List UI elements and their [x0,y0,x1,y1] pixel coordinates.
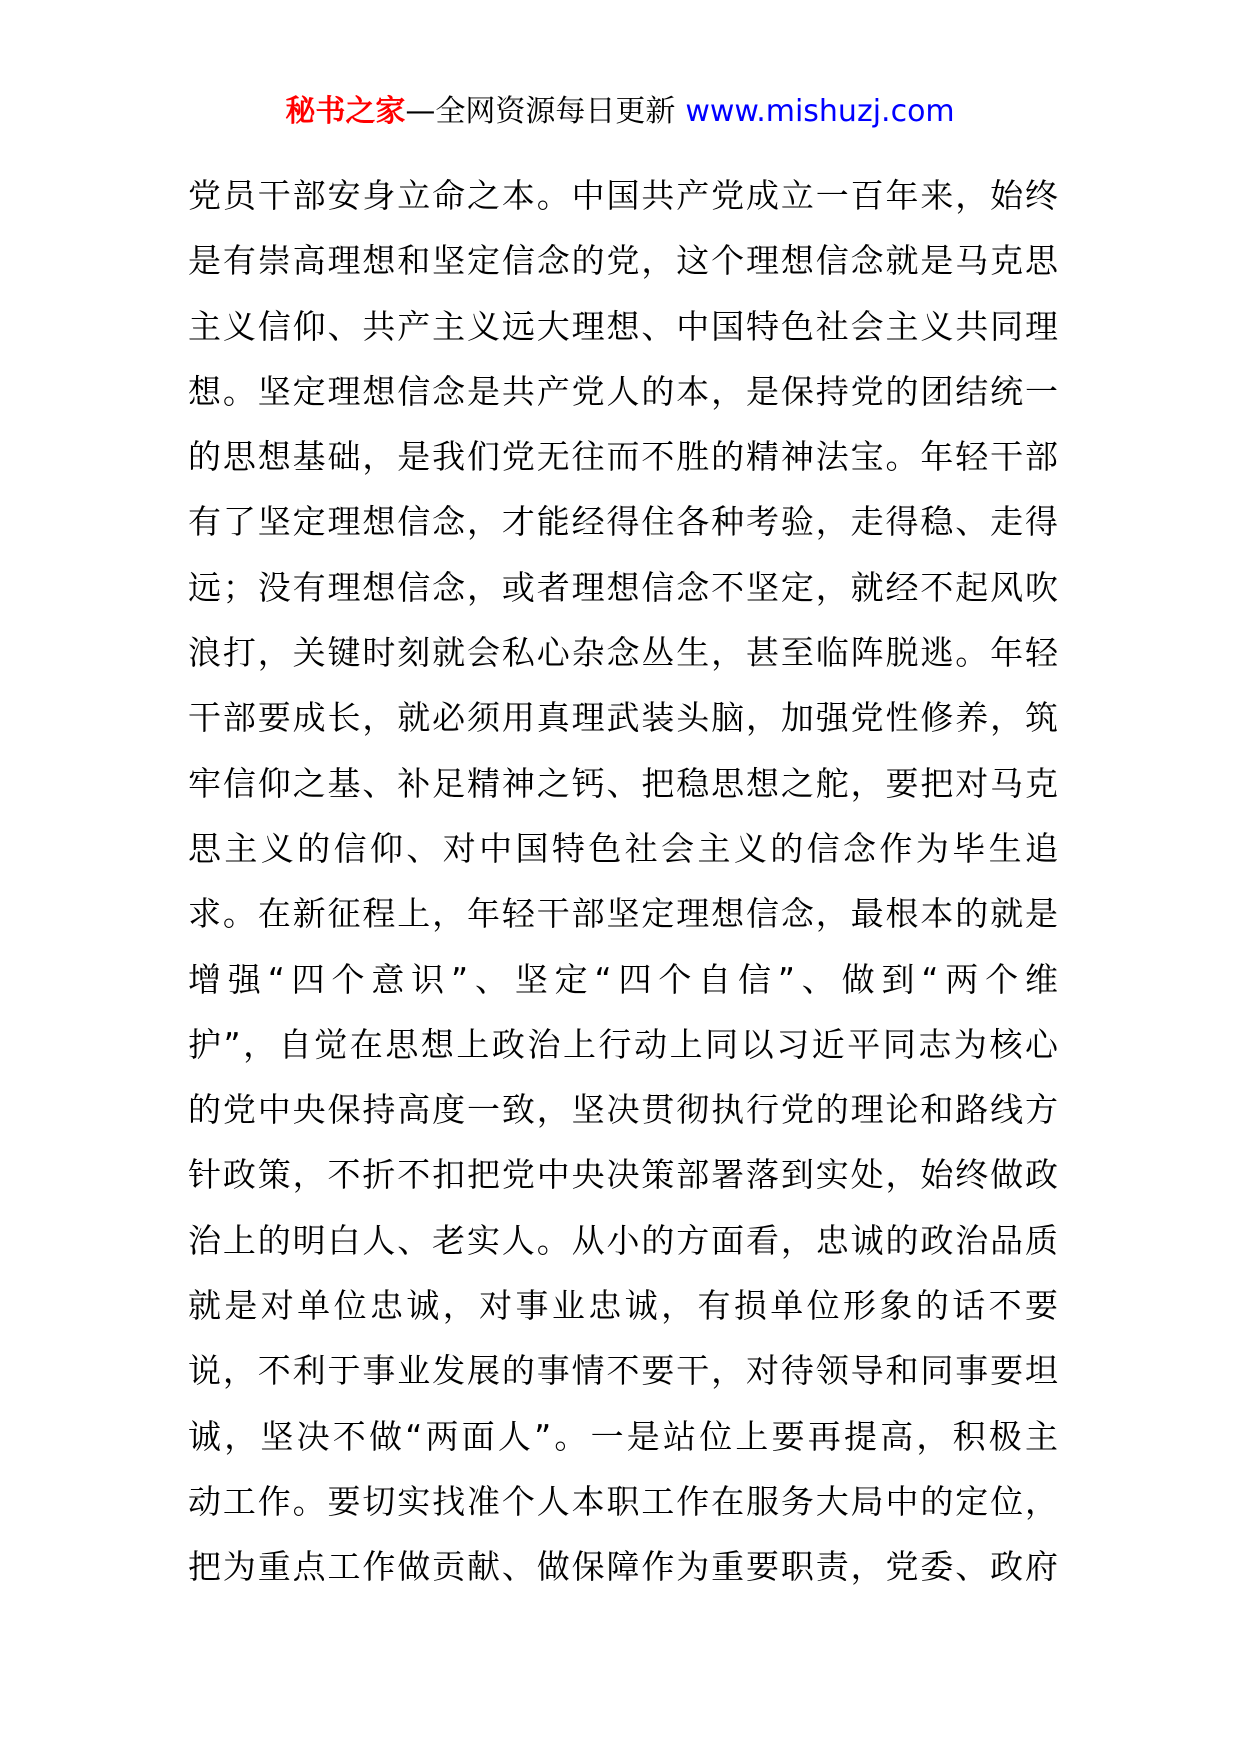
header-tagline: —全网资源每日更新 [405,94,676,129]
body-line: 主义信仰、共产主义远大理想、中国特色社会主义共同理 [188,306,1058,346]
body-line: 浪打，关键时刻就会私心杂念丛生，甚至临阵脱逃。年轻 [188,633,1058,673]
body-line: 想。坚定理想信念是共产党人的本，是保持党的团结统一 [188,371,1058,411]
document-body [188,163,1058,1600]
body-line: 说，不利于事业发展的事情不要干，对待领导和同事要坦 [188,1351,1058,1391]
site-url-link[interactable]: www.mishuzj.com [685,94,955,129]
body-line: 牢信仰之基、补足精神之钙、把稳思想之舵，要把对马克 [188,763,1058,803]
body-line: 护”，自觉在思想上政治上行动上同以习近平同志为核心 [188,1024,1058,1064]
body-line: 有了坚定理想信念，才能经得住各种考验，走得稳、走得 [188,502,1058,542]
body-line: 求。在新征程上，年轻干部坚定理想信念，最根本的就是 [188,894,1058,934]
body-line: 治上的明白人、老实人。从小的方面看，忠诚的政治品质 [188,1220,1058,1260]
body-line: 的党中央保持高度一致，坚决贯彻执行党的理论和路线方 [188,1090,1058,1130]
body-line: 诚，坚决不做“两面人”。一是站位上要再提高，积极主 [188,1416,1058,1456]
brand-name: 秘书之家 [285,94,406,129]
body-line: 是有崇高理想和坚定信念的党，这个理想信念就是马克思 [188,241,1058,281]
body-line: 干部要成长，就必须用真理武装头脑，加强党性修养，筑 [188,698,1058,738]
body-line: 的思想基础，是我们党无往而不胜的精神法宝。年轻干部 [188,437,1058,477]
body-line: 把为重点工作做贡献、做保障作为重要职责，党委、政府 [188,1547,1058,1587]
body-line: 针政策，不折不扣把党中央决策部署落到实处，始终做政 [188,1155,1058,1195]
body-line: 增强“四个意识”、坚定“四个自信”、做到“两个维 [188,959,1058,999]
body-line: 思主义的信仰、对中国特色社会主义的信念作为毕生追 [188,828,1058,868]
body-line: 远；没有理想信念，或者理想信念不坚定，就经不起风吹 [188,567,1058,607]
body-line: 就是对单位忠诚，对事业忠诚，有损单位形象的话不要 [188,1286,1058,1326]
page-header [0,92,1240,132]
body-line: 动工作。要切实找准个人本职工作在服务大局中的定位， [188,1481,1058,1521]
body-line: 党员干部安身立命之本。中国共产党成立一百年来，始终 [188,176,1058,215]
